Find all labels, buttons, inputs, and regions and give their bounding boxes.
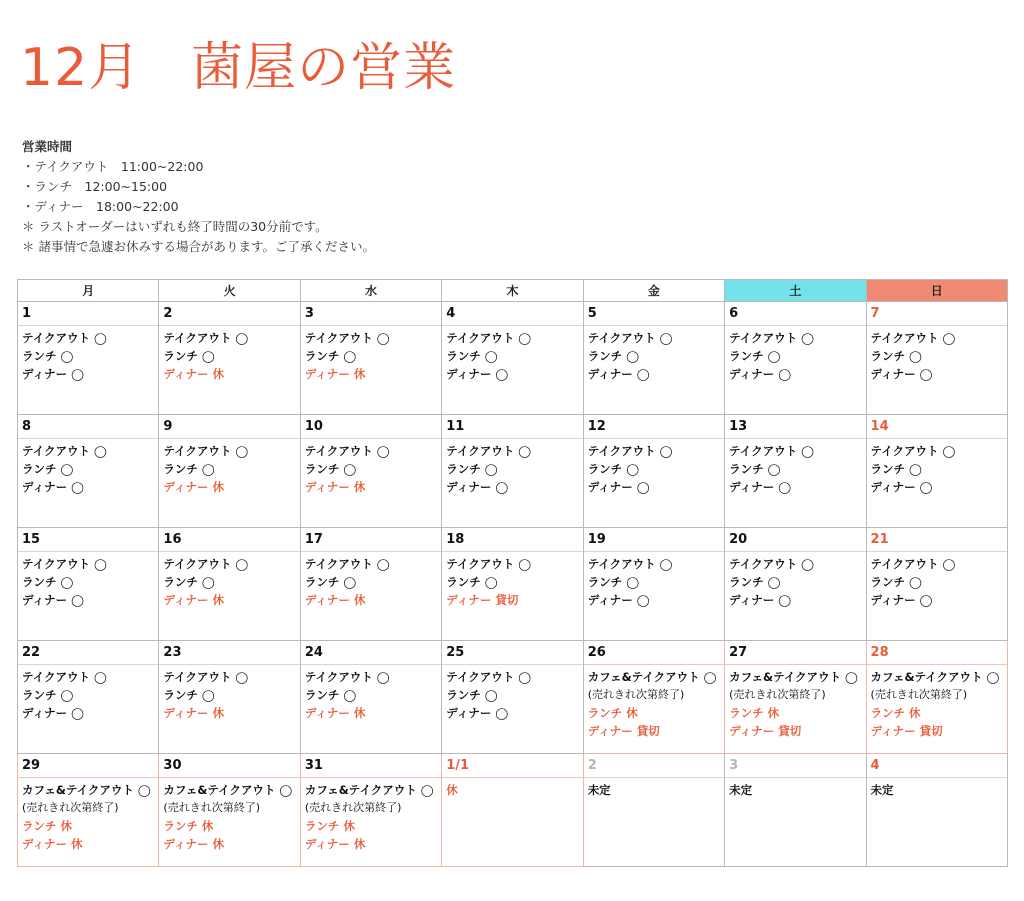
business-hours-heading: 営業時間 [22,139,73,154]
day-status-line: テイクアウト ◯ [587,557,673,571]
day-status-line: ディナー ◯ [870,593,933,607]
business-hours-info [22,137,375,257]
day-status-line: カフェ&テイクアウト ◯ [587,670,717,684]
day-status-line: ディナー 休 [304,706,366,720]
day-number: 29 [18,754,158,778]
day-status-line: 未定 [587,783,611,797]
day-status-line: ランチ ◯ [304,575,357,589]
calendar-week-row [18,641,1008,754]
day-status-line: ランチ ◯ [729,462,781,476]
day-number: 3 [725,754,865,778]
day-status-line: ディナー 休 [304,480,366,494]
day-status-line: テイクアウト ◯ [587,331,673,345]
calendar-day-cell [442,754,583,867]
day-number: 14 [867,415,1007,439]
day-status-line: テイクアウト ◯ [587,444,673,458]
page-title [20,36,456,100]
day-status-line: テイクアウト ◯ [163,331,249,345]
day-number: 25 [442,641,582,665]
day-status-list [301,439,441,496]
day-status-line: 未定 [729,783,753,797]
calendar-day-cell [300,641,441,754]
day-status-line: ランチ ◯ [870,462,922,476]
calendar-day-cell [159,415,300,528]
day-status-line: ディナー 貸切 [587,724,660,738]
day-status-line: ディナー 休 [163,706,225,720]
day-number: 7 [867,302,1007,326]
day-status-list [159,552,299,609]
day-status-list [867,552,1007,609]
day-status-line: テイクアウト ◯ [163,670,249,684]
info-line-takeout: ・テイクアウト 11:00~22:00 [22,159,204,174]
day-status-list [725,326,865,383]
day-status-list [301,665,441,722]
day-number: 2 [159,302,299,326]
day-status-line: テイクアウト ◯ [729,444,814,458]
day-status-list [584,552,724,609]
day-number: 10 [301,415,441,439]
day-status-line: ランチ ◯ [587,575,640,589]
day-status-line: ランチ ◯ [446,462,498,476]
calendar-week-row [18,754,1008,867]
calendar-day-cell [159,528,300,641]
day-status-list [725,665,865,740]
day-status-line: ディナー ◯ [22,593,84,607]
day-status-line: (売れきれ次第終了) [870,688,968,701]
day-number: 4 [442,302,582,326]
day-status-line: ディナー ◯ [446,367,509,381]
day-status-list [725,778,865,799]
day-status-line: テイクアウト ◯ [870,557,956,571]
day-status-line: ディナー 休 [304,837,366,851]
calendar-day-cell [583,415,724,528]
day-number: 5 [584,302,724,326]
day-status-line: ディナー ◯ [446,480,509,494]
calendar-day-cell [725,415,866,528]
day-status-line: ディナー ◯ [22,706,84,720]
day-status-line: ランチ ◯ [22,688,74,702]
day-status-line: ディナー ◯ [870,480,933,494]
day-status-list [867,778,1007,799]
day-status-list [159,778,299,853]
day-number: 23 [159,641,299,665]
day-number: 30 [159,754,299,778]
day-status-line: (売れきれ次第終了) [163,801,261,814]
day-number: 22 [18,641,158,665]
day-status-line: カフェ&テイクアウト ◯ [163,783,293,797]
info-line-lunch: ・ランチ 12:00~15:00 [22,179,168,194]
calendar-day-cell [866,528,1007,641]
day-status-line: テイクアウト ◯ [304,557,390,571]
day-status-line: ディナー 貸切 [729,724,802,738]
day-status-line: ディナー ◯ [587,593,650,607]
day-number: 9 [159,415,299,439]
day-status-list [301,552,441,609]
calendar-day-cell [300,302,441,415]
weekday-tue: 火 [159,280,300,302]
day-status-line: カフェ&テイクアウト ◯ [870,670,1000,684]
day-number: 17 [301,528,441,552]
day-status-line: ランチ 休 [870,706,921,720]
calendar-day-cell [300,415,441,528]
day-status-list [18,665,158,722]
day-status-line: ランチ ◯ [163,575,215,589]
calendar-day-cell [725,754,866,867]
day-status-line: テイクアウト ◯ [22,557,107,571]
day-number: 12 [584,415,724,439]
day-status-line: 休 [446,783,458,797]
day-status-line: ディナー 休 [304,593,366,607]
calendar-day-cell [442,415,583,528]
calendar-day-cell [300,754,441,867]
title-shop-name: 菌屋の営業 [191,38,457,98]
day-status-list [584,778,724,799]
day-status-line: (売れきれ次第終了) [729,688,826,701]
day-status-line: テイクアウト ◯ [729,331,814,345]
day-status-line: ディナー 休 [163,367,225,381]
weekday-wed: 水 [300,280,441,302]
weekday-header-row [18,280,1008,302]
day-status-list [18,552,158,609]
day-status-list [584,439,724,496]
day-status-line: ランチ ◯ [304,349,357,363]
day-status-line: カフェ&テイクアウト ◯ [304,783,434,797]
weekday-thu: 木 [442,280,583,302]
calendar-body [18,302,1008,867]
day-status-line: (売れきれ次第終了) [22,801,119,814]
calendar-day-cell [18,302,159,415]
day-number: 18 [442,528,582,552]
day-status-line: ランチ 休 [729,706,780,720]
day-status-list [725,552,865,609]
day-status-line: (売れきれ次第終了) [304,801,402,814]
calendar-week-row [18,528,1008,641]
day-status-line: 未定 [870,783,894,797]
weekday-mon: 月 [18,280,159,302]
day-status-line: ランチ ◯ [163,462,215,476]
calendar-day-cell [18,415,159,528]
day-status-list [159,439,299,496]
day-status-line: テイクアウト ◯ [446,557,532,571]
weekday-sat: 土 [725,280,866,302]
calendar-day-cell [18,641,159,754]
day-number: 11 [442,415,582,439]
calendar-day-cell [18,528,159,641]
calendar-day-cell [866,641,1007,754]
day-status-list [18,778,158,853]
calendar-day-cell [159,641,300,754]
calendar-day-cell [725,641,866,754]
calendar-day-cell [159,754,300,867]
day-status-line: ランチ ◯ [587,349,640,363]
day-status-list [867,439,1007,496]
day-status-line: ディナー 休 [163,593,225,607]
calendar-day-cell [159,302,300,415]
day-status-list [442,665,582,722]
day-status-line: ランチ ◯ [870,575,922,589]
day-status-list [442,552,582,609]
day-status-line: ランチ ◯ [22,462,74,476]
day-status-line: テイクアウト ◯ [446,331,532,345]
day-status-line: ディナー ◯ [587,367,650,381]
day-status-list [18,439,158,496]
weekday-fri: 金 [583,280,724,302]
day-status-line: ディナー ◯ [870,367,933,381]
day-status-line: ランチ 休 [587,706,638,720]
day-number: 19 [584,528,724,552]
day-status-line: ランチ 休 [304,819,355,833]
day-status-line: テイクアウト ◯ [22,444,107,458]
day-status-list [301,778,441,853]
day-number: 20 [725,528,865,552]
day-number: 3 [301,302,441,326]
day-number: 8 [18,415,158,439]
day-status-line: ディナー 休 [22,837,83,851]
day-status-line: ディナー 休 [304,367,366,381]
day-number: 1 [18,302,158,326]
day-status-line: ランチ ◯ [870,349,922,363]
calendar-day-cell [300,528,441,641]
day-status-line: カフェ&テイクアウト ◯ [22,783,151,797]
calendar-day-cell [442,528,583,641]
day-status-list [725,439,865,496]
day-status-line: ディナー ◯ [446,706,509,720]
calendar-day-cell [866,415,1007,528]
day-number: 6 [725,302,865,326]
day-status-line: テイクアウト ◯ [304,670,390,684]
day-status-line: ランチ ◯ [304,688,357,702]
day-status-line: テイクアウト ◯ [304,331,390,345]
calendar-day-cell [866,302,1007,415]
day-number: 15 [18,528,158,552]
day-status-line: テイクアウト ◯ [163,557,249,571]
day-status-line: ランチ 休 [163,819,214,833]
day-status-line: ディナー ◯ [22,367,84,381]
day-status-list [18,326,158,383]
day-status-list [584,665,724,740]
weekday-sun: 日 [866,280,1007,302]
day-status-line: テイクアウト ◯ [304,444,390,458]
day-status-line: ランチ ◯ [304,462,357,476]
day-status-list [867,665,1007,740]
day-status-list [442,778,582,799]
day-number: 27 [725,641,865,665]
day-status-list [442,326,582,383]
day-status-list [584,326,724,383]
day-status-line: テイクアウト ◯ [870,444,956,458]
day-status-line: (売れきれ次第終了) [587,688,685,701]
calendar-day-cell [583,528,724,641]
day-status-line: ランチ ◯ [729,349,781,363]
day-number: 13 [725,415,865,439]
calendar-day-cell [725,302,866,415]
day-status-line: ランチ ◯ [587,462,640,476]
day-status-list [867,326,1007,383]
day-number: 2 [584,754,724,778]
day-status-list [159,665,299,722]
day-number: 16 [159,528,299,552]
day-status-line: テイクアウト ◯ [446,444,532,458]
info-note-closure: ＊ 諸事情で急遽お休みする場合があります。ご了承ください。 [22,239,375,254]
day-status-line: テイクアウト ◯ [446,670,532,684]
calendar-day-cell [18,754,159,867]
day-status-line: テイクアウト ◯ [22,670,107,684]
day-status-line: ディナー ◯ [729,593,792,607]
day-number: 21 [867,528,1007,552]
day-number: 24 [301,641,441,665]
day-status-line: ディナー 休 [163,480,225,494]
calendar-week-row [18,302,1008,415]
day-status-line: ランチ ◯ [446,688,498,702]
calendar-day-cell [583,754,724,867]
day-status-line: ディナー 貸切 [446,593,519,607]
day-status-list [159,326,299,383]
day-status-line: テイクアウト ◯ [22,331,107,345]
info-note-last-order: ＊ ラストオーダーはいずれも終了時間の30分前です。 [22,219,328,234]
calendar-day-cell [725,528,866,641]
day-status-line: ランチ ◯ [22,575,74,589]
calendar-day-cell [442,302,583,415]
calendar-table [17,279,1008,867]
day-number: 31 [301,754,441,778]
day-status-line: ディナー ◯ [22,480,84,494]
day-status-line: ディナー ◯ [729,480,792,494]
title-month: 12月 [20,38,142,98]
calendar-day-cell [866,754,1007,867]
day-status-line: ディナー ◯ [729,367,792,381]
day-status-line: ランチ ◯ [163,349,215,363]
day-number: 4 [867,754,1007,778]
calendar-day-cell [442,641,583,754]
day-status-line: ランチ ◯ [446,349,498,363]
day-status-line: テイクアウト ◯ [163,444,249,458]
day-status-line: ディナー 休 [163,837,225,851]
day-number: 26 [584,641,724,665]
day-number: 28 [867,641,1007,665]
day-status-line: ランチ 休 [22,819,73,833]
calendar-day-cell [583,302,724,415]
day-status-line: ランチ ◯ [729,575,781,589]
info-line-dinner: ・ディナー 18:00~22:00 [22,199,179,214]
day-status-list [301,326,441,383]
day-status-line: カフェ&テイクアウト ◯ [729,670,858,684]
day-number: 1/1 [442,754,582,778]
day-status-line: ランチ ◯ [163,688,215,702]
calendar-day-cell [583,641,724,754]
day-status-line: テイクアウト ◯ [870,331,956,345]
day-status-line: ランチ ◯ [446,575,498,589]
day-status-line: ランチ ◯ [22,349,74,363]
day-status-line: ディナー ◯ [587,480,650,494]
day-status-line: ディナー 貸切 [870,724,943,738]
day-status-list [442,439,582,496]
calendar-week-row [18,415,1008,528]
day-status-line: テイクアウト ◯ [729,557,814,571]
